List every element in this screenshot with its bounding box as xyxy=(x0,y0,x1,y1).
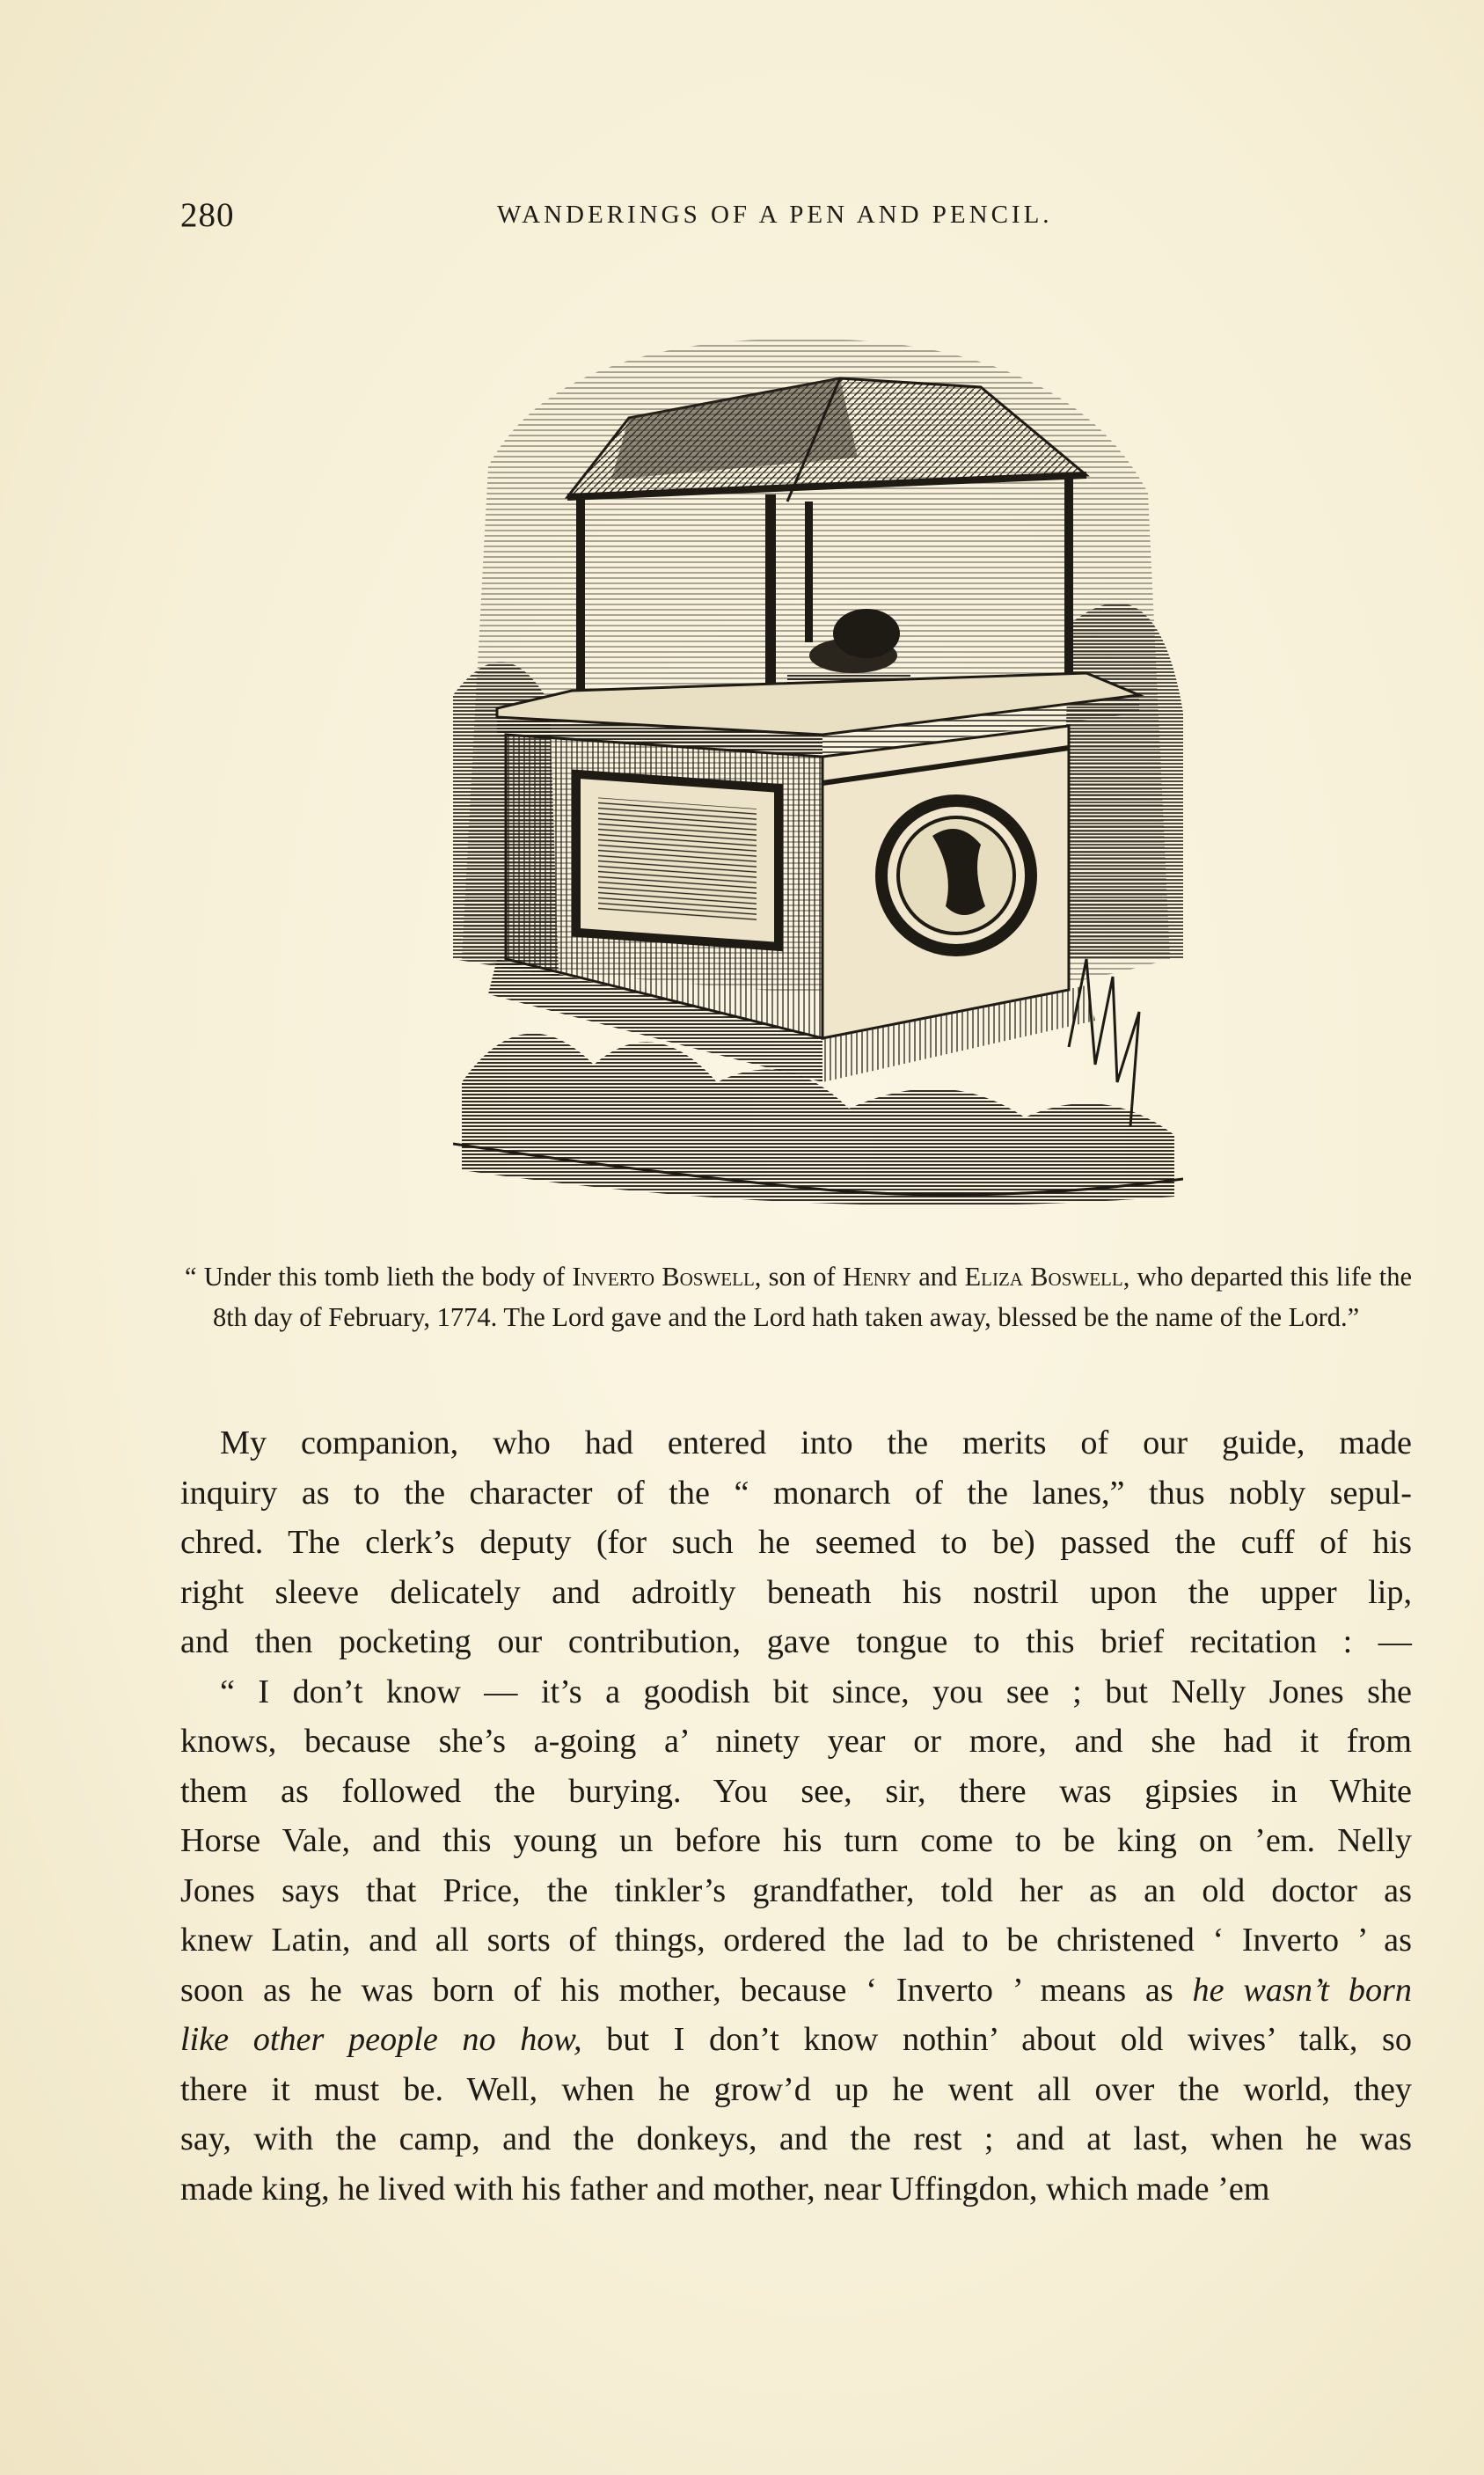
illustration-caption xyxy=(180,1256,1412,1337)
body-line: Horse Vale, and this young un before his turn come to be king on ’em. Nelly xyxy=(180,1822,1412,1859)
caption-open-quote: “ xyxy=(185,1262,197,1292)
caption-text xyxy=(180,1256,1412,1337)
running-title: WANDERINGS OF A PEN AND PENCIL. xyxy=(497,201,1053,229)
body-line: knew Latin, and all sorts of things, ordered the lad to be christened ‘ Inverto ’ as xyxy=(180,1922,1412,1959)
caption-name2: Henry xyxy=(842,1262,911,1292)
tomb-illustration xyxy=(453,290,1183,1223)
caption-part4: , who departed this life the 8th day of February, 1774. The Lord gave and the Lord hath taken away, blessed be the name of the Lord.” xyxy=(213,1262,1413,1332)
body-line-italic: like other people no how, xyxy=(180,2021,582,2058)
body-line: made king, he lived with his father and mother, near Uffingdon, which made ’em xyxy=(180,2170,1270,2208)
body-line: knows, because she’s a-going a’ ninety year or more, and she had it from xyxy=(180,1723,1412,1760)
body-text xyxy=(180,1418,1412,2214)
engraved-tomb-illustration-icon xyxy=(453,290,1183,1223)
body-line: “ I don’t know — it’s a goodish bit since, you see ; but Nelly Jones she xyxy=(220,1673,1412,1710)
body-line: chred. The clerk’s deputy (for such he seemed to be) passed the cuff of his xyxy=(180,1524,1412,1561)
body-line-part: but I don’t know nothin’ about old wives’ talk, so xyxy=(581,2021,1412,2058)
body-line-italic: he wasn’t born xyxy=(1192,1971,1412,2009)
caption-name3: Eliza Boswell xyxy=(964,1262,1123,1292)
body-line: inquiry as to the character of the “ monarch of the lanes,” thus nobly sepul- xyxy=(180,1474,1412,1512)
body-line: say, with the camp, and the donkeys, and the rest ; and at last, when he was xyxy=(180,2120,1412,2157)
body-line: Jones says that Price, the tinkler’s grandfather, told her as an old doctor as xyxy=(180,1871,1412,1909)
body-line: My companion, who had entered into the merits of our guide, made xyxy=(220,1424,1412,1461)
body-line xyxy=(180,1966,1412,2016)
caption-part2: , son of xyxy=(754,1262,843,1292)
body-line: right sleeve delicately and adroitly beneath his nostril upon the upper lip, xyxy=(180,1573,1412,1611)
body-line: them as followed the burying. You see, sir, there was gipsies in White xyxy=(180,1772,1412,1810)
body-line-part: soon as he was born of his mother, because ‘ Inverto ’ means as xyxy=(180,1971,1193,2009)
page-number: 280 xyxy=(180,196,235,234)
caption-part3: and xyxy=(910,1262,965,1292)
caption-name1: Inverto Boswell xyxy=(572,1262,755,1292)
body-line: there it must be. Well, when he grow’d up he went all over the world, they xyxy=(180,2070,1412,2108)
body-line: and then pocketing our contribution, gave tongue to this brief recitation : — xyxy=(180,1623,1412,1660)
body-line xyxy=(180,2015,1412,2065)
page-header xyxy=(180,195,1421,239)
caption-part1: Under this tomb lieth the body of xyxy=(196,1262,573,1292)
